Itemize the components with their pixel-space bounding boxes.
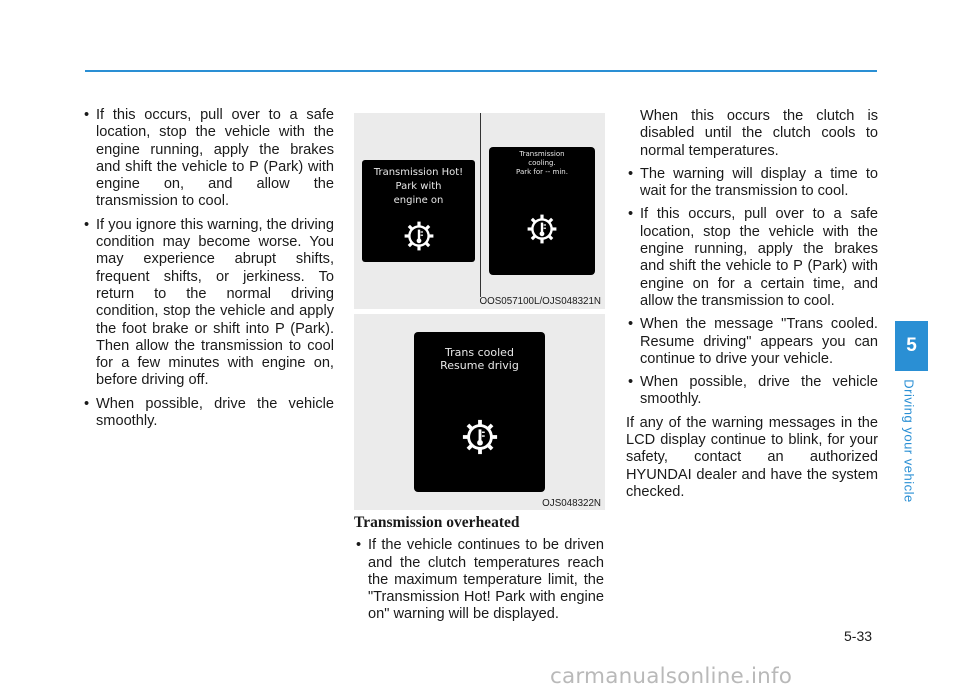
list-item: • If the vehicle continues to be driven and the clutch temperatures reach the maximum temperature limit, the "Transmission Hot! Park with engine on" warning will be displayed. (354, 537, 604, 623)
screen-message: Transmission Hot! Park with engine on (373, 167, 464, 206)
trans-cooled-screen (414, 332, 545, 492)
closing-paragraph: If any of the warning messages in the LCD display continue to blink, for your safety, contact an authorized HYUNDAI dealer and have the system checked. (626, 414, 878, 500)
middle-bullet-list (354, 537, 604, 623)
figure-divider (480, 113, 481, 297)
transmission-temperature-gear-icon (461, 418, 499, 456)
warning-display-figure-bottom (354, 314, 605, 510)
transmission-hot-screen (362, 160, 475, 262)
list-item: • When possible, drive the vehicle smoothly. (626, 374, 878, 409)
transmission-temperature-gear-icon (526, 213, 558, 245)
list-item: • When the message "Trans cooled. Resume driving" appears you can continue to drive your vehicle. (626, 316, 878, 368)
chapter-title (898, 379, 920, 503)
middle-column (354, 514, 604, 630)
page-number: 5-33 (844, 628, 873, 644)
chapter-tab (895, 321, 928, 371)
chapter-title-text: Driving your vehicle (901, 379, 917, 503)
left-bullet-list (82, 107, 334, 430)
figure-code: OJS048322N (542, 498, 601, 509)
list-item: • If you ignore this warning, the driving condition may become worse. You may experience abrupt shifts, frequent shifts, or jerkiness. To return to the normal driving condition, stop the vehicle and apply the foot brake or shift into P (Park). Then allow the transmission to cool for a few minutes with engine on, before driving off. (82, 217, 334, 390)
transmission-cooling-screen (489, 147, 595, 275)
screen-message: Trans cooled Resume drivig (440, 346, 519, 372)
header-rule (85, 70, 877, 72)
section-title: Transmission overheated (354, 514, 520, 531)
left-column (82, 107, 334, 436)
list-item: • When possible, drive the vehicle smoothly. (82, 396, 334, 431)
screen-message: Transmission cooling. Park for -- min. (516, 150, 568, 176)
chapter-number: 5 (906, 335, 917, 356)
right-bullet-list (626, 108, 878, 409)
figure-code: OOS057100L/OJS048321N (479, 296, 601, 307)
transmission-temperature-gear-icon (403, 220, 435, 252)
right-column (626, 108, 878, 501)
list-item: • If this occurs, pull over to a safe location, stop the vehicle with the engine running, apply the brakes and shift the vehicle to P (Park) with engine on, and allow the transmission to cool. (82, 107, 334, 211)
watermark: carmanualsonline.info (550, 664, 793, 689)
list-item: • The warning will display a time to wait for the transmission to cool. (626, 166, 878, 201)
list-item: • If this occurs, pull over to a safe location, stop the vehicle with the engine running, apply the brakes and shift the vehicle to P (Park) with engine on for a certain time, and allow the transmission to cool. (626, 206, 878, 310)
warning-display-figure-top (354, 113, 605, 309)
continuation-text: When this occurs the clutch is disabled until the clutch cools to normal temperatures. (640, 108, 878, 159)
